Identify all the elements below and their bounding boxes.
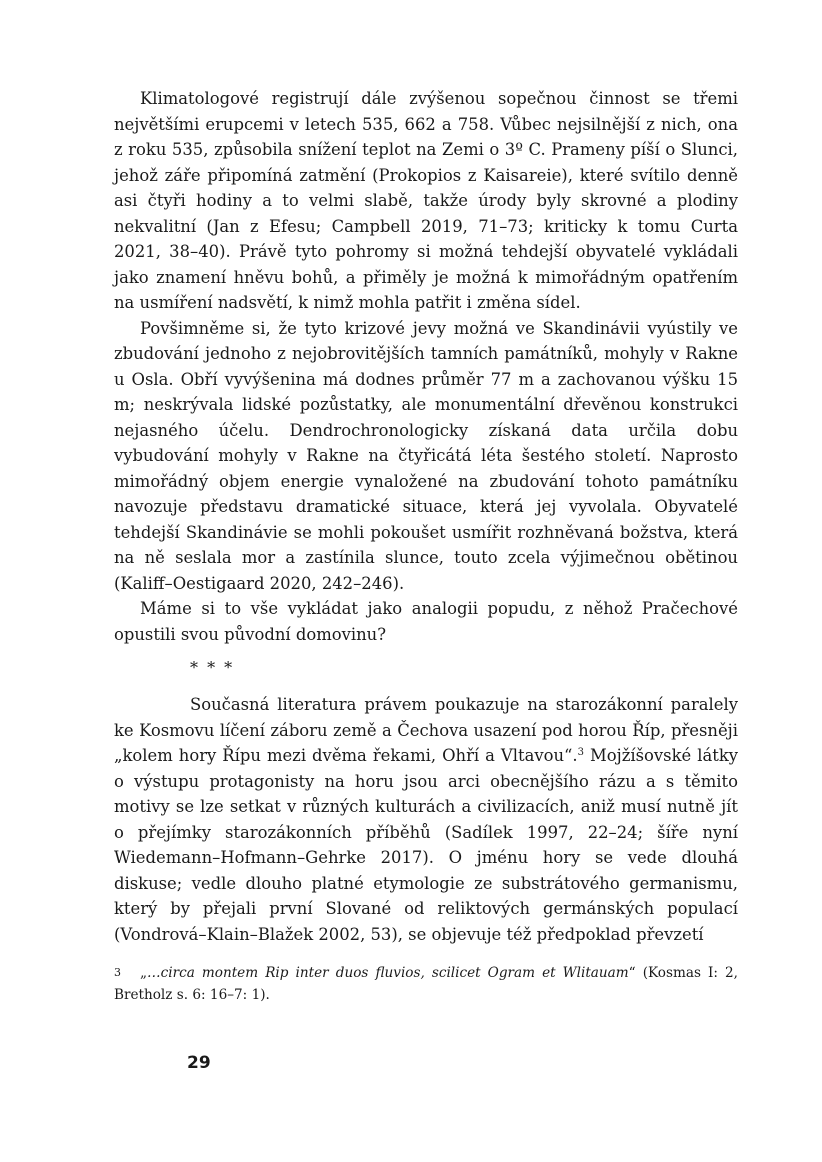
footnote-citation: (Kosmas I: 2, Bretholz s. 6: 16–7: 1). xyxy=(114,965,739,1003)
paragraph-literature-part1: Současná literatura právem poukazuje na starozákonní paralely ke Kosmovu líčení záboru země a Čechova usazení pod horou Říp, přesněji „kolem hory Řípu mezi dvěma řekami, Ohří a Vltavou“. xyxy=(114,695,738,765)
paragraph-question: Máme si to vše vykládat jako analogii popudu, z něhož Pračechové opustili svou původní domovinu? xyxy=(114,599,738,644)
section-separator: * * * xyxy=(190,658,235,677)
paragraph-climate: Klimatologové registrují dále zvýšenou sopečnou činnost se třemi největšími erupcemi v letech 535, 662 a 758. Vůbec nejsilnější z nich, ona z roku 535, způsobila snížení teplot na Zemi o 3º C. Prameny píší o Slunci, jehož záře připomíná zatmění (Prokopios z Kaisareie), které svítilo denně asi čtyři hodiny a to velmi slabě, takže úrody byly skrovné a plodiny nekvalitní (Jan z Efesu; Campbell 2019, 71–73; kriticky k tomu Curta 2021, 38–40). Právě tyto pohromy si možná tehdejší obyvatelé vykládali jako znamení hněvu bohů, a přiměly je možná k mimořádným opatřením na usmíření nadsvětí, k nimž mohla patřit i změna sídel. xyxy=(114,89,738,312)
footnote-latin-quote: …circa montem Rip inter duos fluvios, scilicet Ogram et Wlitauam xyxy=(147,965,629,981)
footnote xyxy=(114,962,738,1006)
paragraph-scandinavia: Povšimněme si, že tyto krizové jevy možná ve Skandinávii vyústily ve zbudování jednoho z nejobrovitějších tamních památníků, mohyly v Rakne u Osla. Obří vyvýšenina má dodnes průměr 77 m a zachovanou výšku 15 m; neskrývala lidské pozůstatky, ale monumentální dřevěnou konstrukci nejasného účelu. Dendrochronologicky získaná data určila dobu vybudování mohyly v Rakne na čtyřicátá léta šestého století. Naprosto mimořádný objem energie vynaložené na zbudování tohoto památníku navozuje představu dramatické situace, která jej vyvolala. Obyvatelé tehdejší Skandinávie se mohli pokoušet usmířit rozhněvaná božstva, která na ně seslala mor a zastínila slunce, touto zcela výjimečnou obětinou (Kaliff–Oestigaard 2020, 242–246). xyxy=(114,318,738,593)
paragraph-literature xyxy=(114,692,738,947)
footnote-quote-open: „ xyxy=(140,965,148,981)
paragraph-literature-part2: Mojžíšovské látky o výstupu protagonisty na horu jsou arci obecnějšího rázu a s těmito motivy se lze setkat v různých kulturách a civilizacích, aniž musí nutně jít o přejímky starozákonních příběhů (Sadílek 1997, 22–24; šíře nyní Wiedemann–Hofmann–Gehrke 2017). O jménu hory se vede dlouhá diskuse; vedle dlouho platné etymologie ze substrátového germanismu, který by přejali první Slované od reliktových germánských populací (Vondrová–Klain–Blažek 2002, 53), se objevuje též předpoklad převzetí xyxy=(114,746,739,944)
footnote-number: 3 xyxy=(114,966,121,979)
footnote-reference: 3 xyxy=(577,747,585,758)
footnote-quote-close: “ xyxy=(628,965,636,981)
page-number: 29 xyxy=(187,1053,211,1073)
main-text xyxy=(114,86,738,947)
footnote-area xyxy=(114,962,738,1006)
